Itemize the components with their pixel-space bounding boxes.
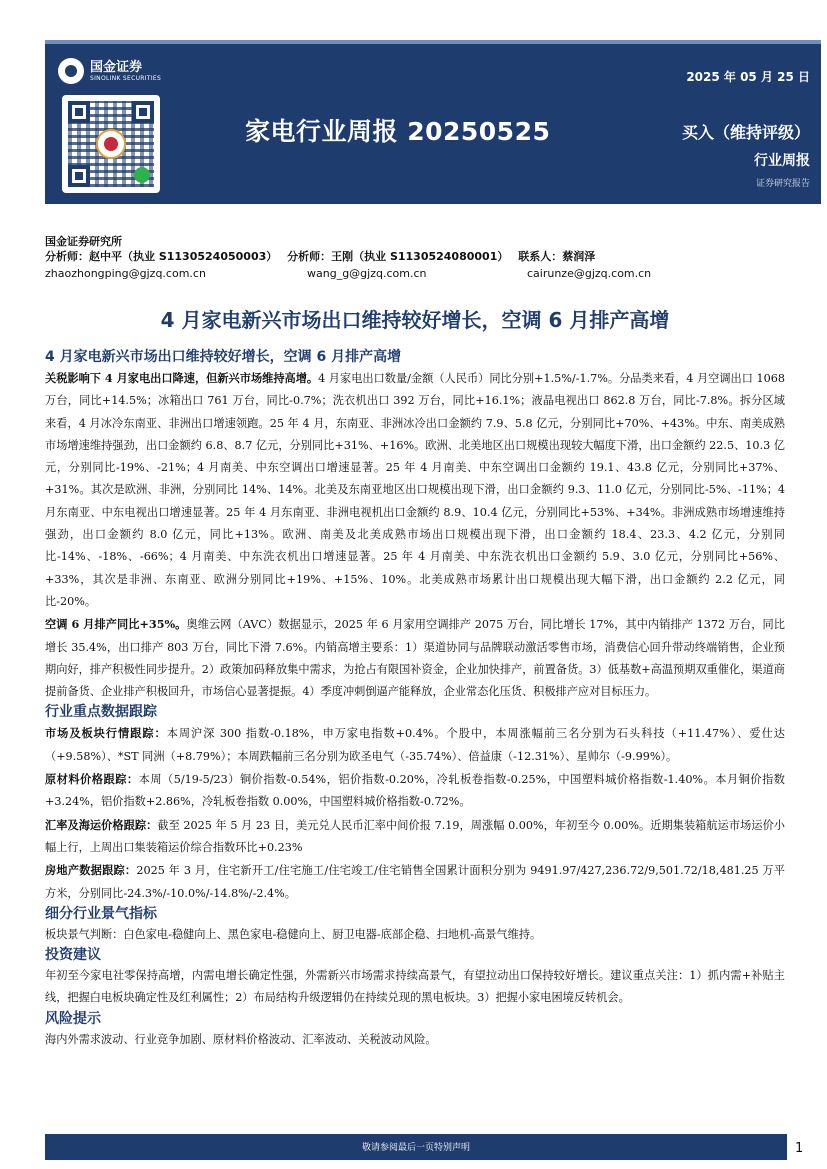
section-heading-sentiment: 细分行业景气指标 bbox=[45, 905, 157, 922]
logo-english: SINOLINK SECURITIES bbox=[90, 74, 162, 82]
analyst-line bbox=[45, 249, 785, 264]
email-row bbox=[45, 266, 785, 282]
section-heading-summary: 4 月家电新兴市场出口维持较好增长，空调 6 月排产高增 bbox=[45, 349, 402, 365]
paragraph-real-estate bbox=[45, 859, 785, 905]
logo-name: 国金证券 bbox=[90, 59, 143, 75]
paragraph-lead: 原材料价格跟踪： bbox=[45, 772, 139, 787]
paragraph-raw-materials bbox=[45, 768, 785, 814]
report-category: 证券研究报告 bbox=[755, 179, 810, 189]
section-heading-data-tracking: 行业重点数据跟踪 bbox=[45, 704, 157, 721]
paragraph-investment: 年初至今家电社零保持高增，内需电增长确定性强，外需新兴市场需求持续高景气，有望拉动出口保持较好增长。建议重点关注：1）抓内需+补贴主线，把握白电板块确定性及红利属性；2）布局结构升级逻辑仍在持续兑现的黑电板块。3）把握小家电困境反转机会。 bbox=[45, 969, 785, 1005]
paragraph-ac-production bbox=[45, 613, 785, 703]
wechat-icon bbox=[134, 167, 150, 183]
analyst-2: 分析师：王刚（执业 S1130524080001） bbox=[287, 250, 509, 263]
analyst-info bbox=[45, 234, 785, 282]
qr-center-logo-icon bbox=[96, 129, 126, 159]
paragraph-exports bbox=[45, 367, 785, 613]
section-heading-investment: 投资建议 bbox=[45, 947, 101, 964]
header-accent-line bbox=[45, 40, 821, 44]
paragraph-text: 本周（5/19-5/23）铜价指数-0.54%，铝价指数-0.20%，冷轧板卷指数-0.25%，中国塑料城价格指数-1.40%。本月铜价指数+3.24%，铝价指数+2.86%，冷轧板卷指数 0.00%，中国塑料城价格指数-0.72%。 bbox=[45, 773, 785, 809]
qr-code-icon bbox=[62, 95, 160, 193]
paragraph-lead: 空调 6 月排产同比+35%。 bbox=[45, 617, 187, 632]
paragraph-lead: 市场及板块行情跟踪： bbox=[45, 726, 167, 741]
email-link-3[interactable]: cairunze@gjzq.com.cn bbox=[527, 267, 652, 280]
paragraph-lead: 汇率及海运价格跟踪： bbox=[45, 817, 158, 832]
rating-badge: 买入（维持评级） bbox=[681, 123, 810, 142]
section-heading-risk: 风险提示 bbox=[45, 1010, 101, 1027]
main-headline: 4 月家电新兴市场出口维持较好增长，空调 6 月排产高增 bbox=[160, 308, 670, 332]
company-logo bbox=[58, 56, 188, 86]
report-title: 家电行业周报 20250525 bbox=[245, 117, 551, 146]
logo-icon bbox=[58, 58, 84, 84]
paragraph-market bbox=[45, 722, 785, 768]
paragraph-text: 4 月家电出口数量/金额（人民币）同比分别+1.5%/-1.7%。分品类来看，4 月空调出口 1068 万台，同比+14.5%；冰箱出口 761 万台，同比-0.7%；洗衣机出口 392 万台，同比+16.1%；液晶电视出口 862.8 万台，同比-7.8%。拆分区域来看，4 月冰冷东南亚、非洲出口增速领跑。25 年 4 月，东南亚、非洲冰冷出口金额约 7.9、5.8 亿元，分别同比+70%、+43%。中东、南美成熟市场增速维持强劲，出口金额约 6.8、8.7 亿元，分别同比+31%、+16%。欧洲、北美地区出口规模出现较大幅度下滑，出口金额约 22.5、10.3 亿元，分别同比-19%、-21%；4 月南美、中东空调出口增速显著。25 年 4 月南美、中东空调出口金额约 19.1、43.8 亿元，分别同比+37%、+31%。其次是欧洲、非洲，分别同比 14%、14%。北美及东南亚地区出口规模出现下滑，出口金额约 9.3、11.0 亿元，分别同比-5%、-11%；4 月东南亚、中东电视出口增速显著。25 年 4 月东南亚、非洲电视机出口金额约 8.9、10.4 亿元，分别同比+53%、+34%。非洲成熟市场增速维持强劲，出口金额约 8.0 亿元，同比+13%。欧洲、南美及北美成熟市场出口规模出现下滑，出口金额约 18.4、23.3、4.2 亿元，分别同比-14%、-18%、-66%；4 月南美、中东洗衣机出口增速显著。25 年 4 月南美、中东洗衣机出口金额约 5.9、3.0 亿元，分别同比+56%、+33%，其次是非洲、东南亚、欧洲分别同比+19%、+15%、10%。北美成熟市场累计出口规模出现大幅下滑，出口金额约 2.2 亿元，同比-20%。 bbox=[45, 372, 785, 608]
paragraph-fx-shipping bbox=[45, 814, 785, 860]
paragraph-text: 截至 2025 年 5 月 23 日，美元兑人民币汇率中间价报 7.19，周涨幅 0.00%，年初至今 0.00%。近期集装箱航运市场运价小幅上行，上周出口集装箱运价综合指数环比+0.23% bbox=[45, 818, 785, 854]
email-link-2[interactable]: wang_g@gjzq.com.cn bbox=[307, 267, 427, 280]
paragraph-text: 2025 年 3 月，住宅新开工/住宅施工/住宅竣工/住宅销售全国累计面积分别为 9491.97/427,236.72/9,501.72/18,481.25 万平方米，分别同比-24.3%/-10.0%/-14.8%/-2.4%。 bbox=[45, 864, 785, 900]
page-number: 1 bbox=[795, 1141, 804, 1156]
analyst-1: 分析师：赵中平（执业 S1130524050003） bbox=[45, 250, 278, 263]
report-date: 2025 年 05 月 25 日 bbox=[686, 70, 810, 84]
paragraph-sentiment: 板块景气判断：白色家电-稳健向上、黑色家电-稳健向上、厨卫电器-底部企稳、扫地机-高景气维持。 bbox=[45, 927, 542, 941]
report-body bbox=[45, 348, 785, 1051]
institute-name: 国金证券研究所 bbox=[45, 235, 122, 248]
paragraph-lead: 关税影响下 4 月家电出口降速，但新兴市场维持高增。 bbox=[45, 371, 319, 385]
paragraph-risk: 海内外需求波动、行业竞争加剧、原材料价格波动、汇率波动、关税波动风险。 bbox=[45, 1032, 437, 1046]
contact-person: 联系人：蔡润泽 bbox=[518, 250, 596, 263]
paragraph-text: 奥维云网（AVC）数据显示，2025 年 6 月家用空调排产 2075 万台，同比增长 17%，其中内销排产 1372 万台，同比增长 35.4%，出口排产 803 万台，同比下滑 7.6%。内销高增主要系：1）渠道协同与品牌联动激活零售市场，消费信心回升带动终端销售，企业预期向好，排产积极性同步提升。2）政策加码释放集中需求，为抢占有限国补资金，企业加快排产，前置备货。3）低基数+高温预期双重催化，渠道商提前备货、企业排产积极回升，市场信心显著提振。4）季度冲刺倒逼产能释放，企业常态化压货、积极排产应对目标压力。 bbox=[45, 618, 785, 699]
paragraph-text: 本周沪深 300 指数-0.18%，申万家电指数+0.4%。个股中，本周涨幅前三名分别为石头科技（+11.47%）、爱仕达（+9.58%）、*ST 同洲（+8.79%）；本周跌幅前三名分别为欧圣电气（-35.74%）、倍益康（-12.31%）、星帅尔（-9.99%）。 bbox=[45, 727, 785, 763]
paragraph-lead: 房地产数据跟踪： bbox=[45, 863, 137, 878]
footer-disclaimer[interactable]: 敬请参阅最后一页特别声明 bbox=[361, 1143, 470, 1153]
email-link-1[interactable]: zhaozhongping@gjzq.com.cn bbox=[45, 267, 206, 280]
report-type: 行业周报 bbox=[754, 153, 810, 169]
